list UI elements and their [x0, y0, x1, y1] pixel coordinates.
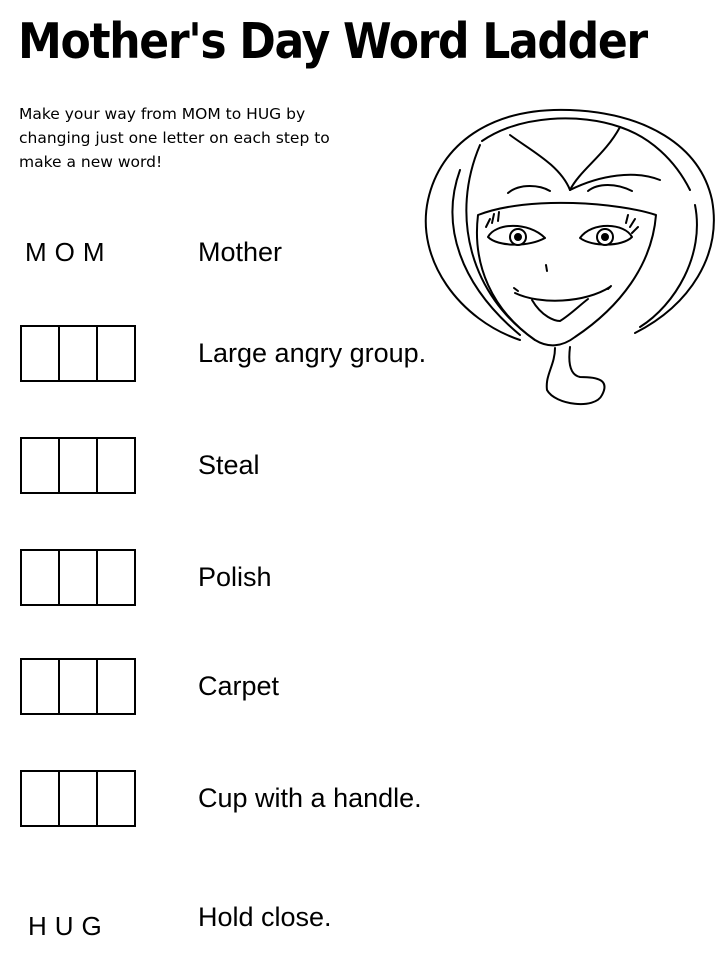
letter-box[interactable] — [60, 770, 98, 827]
letter-box[interactable] — [98, 437, 136, 494]
clue-3: Steal — [198, 450, 260, 480]
ladder-row-6 — [0, 770, 718, 830]
clue-5: Carpet — [198, 671, 280, 701]
ladder-row-3 — [0, 437, 718, 497]
letter-box[interactable] — [98, 658, 136, 715]
instructions-line-1: Make your way from MOM to HUG by — [19, 105, 306, 123]
letter-box[interactable] — [98, 770, 136, 827]
letter-box[interactable] — [98, 549, 136, 606]
mother-face-icon — [420, 95, 718, 415]
clue-4: Polish — [198, 562, 272, 592]
ladder-row-4 — [0, 549, 718, 609]
start-word: MOM — [25, 237, 113, 267]
clue-6: Cup with a handle. — [198, 783, 422, 813]
answer-boxes-2 — [20, 325, 136, 382]
letter-box[interactable] — [60, 437, 98, 494]
clue-1: Mother — [198, 237, 283, 267]
letter-box[interactable] — [60, 325, 98, 382]
letter-box[interactable] — [20, 325, 60, 382]
letter-box[interactable] — [20, 437, 60, 494]
clue-2: Large angry group. — [198, 338, 427, 368]
ladder-row-5 — [0, 658, 718, 718]
letter-box[interactable] — [20, 658, 60, 715]
ladder-row-end — [0, 898, 718, 958]
instructions-line-3: make a new word! — [19, 153, 163, 171]
letter-box[interactable] — [98, 325, 136, 382]
letter-box[interactable] — [60, 658, 98, 715]
clue-7: Hold close. — [198, 902, 332, 932]
end-word: HUG — [28, 911, 110, 941]
answer-boxes-5 — [20, 658, 136, 715]
answer-boxes-3 — [20, 437, 136, 494]
answer-boxes-4 — [20, 549, 136, 606]
letter-box[interactable] — [20, 549, 60, 606]
page-title: Mother's Day Word Ladder — [18, 13, 647, 70]
instructions — [19, 102, 419, 174]
letter-box[interactable] — [60, 549, 98, 606]
answer-boxes-6 — [20, 770, 136, 827]
instructions-line-2: changing just one letter on each step to — [19, 129, 330, 147]
letter-box[interactable] — [20, 770, 60, 827]
